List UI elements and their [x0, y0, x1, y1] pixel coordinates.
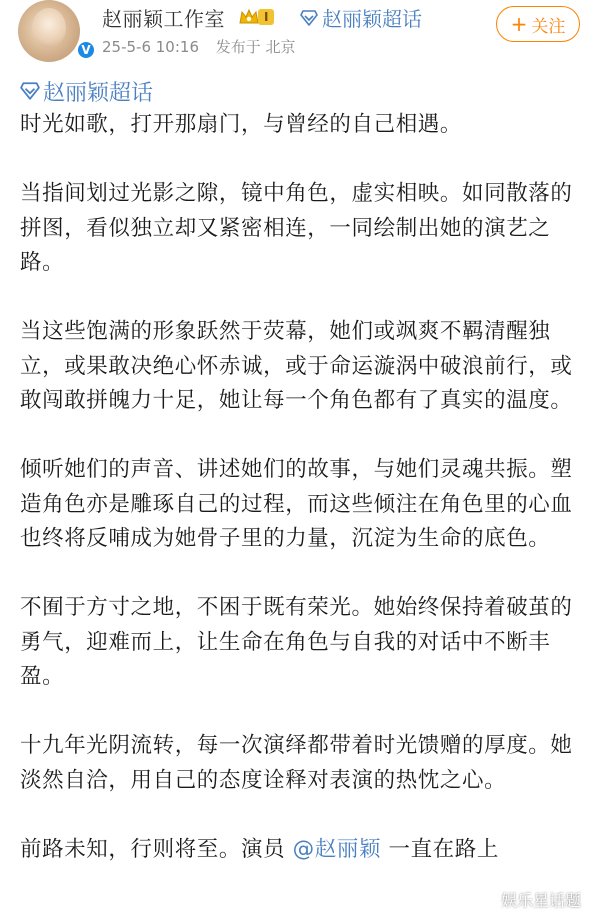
closing-suffix: 一直在路上: [381, 836, 499, 862]
plus-icon: +: [510, 12, 528, 36]
verified-v-icon: V: [76, 40, 96, 60]
watermark: [478, 888, 581, 911]
paragraph: 时光如歌，打开那扇门，与曾经的自己相遇。: [20, 112, 463, 137]
follow-label: 关注: [531, 16, 566, 37]
level-label: I: [258, 9, 274, 25]
closing-line: [20, 833, 585, 868]
topic-link[interactable]: [20, 74, 585, 108]
closing-text: 前路未知，行则将至。演员: [20, 836, 293, 862]
paragraph: 当指间划过光影之隙，镜中角色，虚实相映。如同散落的拼图，看似独立却又紧密相连，一同绘制出她的演艺之路。: [20, 181, 573, 275]
post-body: [20, 74, 585, 902]
avatar-portrait: [32, 8, 66, 48]
level-badge[interactable]: [238, 7, 274, 27]
post-date: 25-5-6 10:16: [102, 38, 199, 56]
author-name[interactable]: 赵丽颖工作室: [102, 7, 225, 31]
topic-label: 赵丽颖超话: [43, 80, 154, 106]
paragraph: 不囿于方寸之地，不困于既有荣光。她始终保持着破茧的勇气，迎难而上，让生命在角色与自我的对话中不断丰盈。: [20, 595, 573, 689]
super-topic-icon: [300, 10, 318, 26]
watermark-label: 娱乐星话题: [501, 891, 582, 910]
super-topic-tag[interactable]: [300, 3, 422, 32]
post-header: [0, 0, 600, 66]
mention-link[interactable]: @赵丽颖: [292, 836, 382, 862]
follow-button[interactable]: [496, 6, 580, 42]
crown-icon: [238, 7, 260, 27]
paragraph: 倾听她们的声音、讲述她们的故事，与她们灵魂共振。塑造角色亦是雕琢自己的过程，而这些倾注在角色里的心血也终将反哺成为她骨子里的力量，沉淀为生命的底色。: [20, 457, 573, 551]
super-topic-icon: [20, 82, 40, 100]
post-meta: [102, 36, 308, 57]
paragraph: 当这些饱满的形象跃然于荧幕，她们或飒爽不羁清醒独立，或果敢决绝心怀赤诚，或于命运漩涡中破浪前行，或敢闯敢拼魄力十足，她让每一个角色都有了真实的温度。: [20, 319, 573, 413]
super-topic-label: 赵丽颖超话: [322, 7, 422, 31]
weibo-logo-icon: [478, 892, 498, 908]
avatar[interactable]: [18, 0, 91, 62]
post-location: 发布于 北京: [215, 38, 296, 56]
paragraph: 十九年光阴流转，每一次演绎都带着时光馈赠的厚度。她淡然自洽，用自己的态度诠释对表演的热忱之心。: [20, 733, 573, 793]
